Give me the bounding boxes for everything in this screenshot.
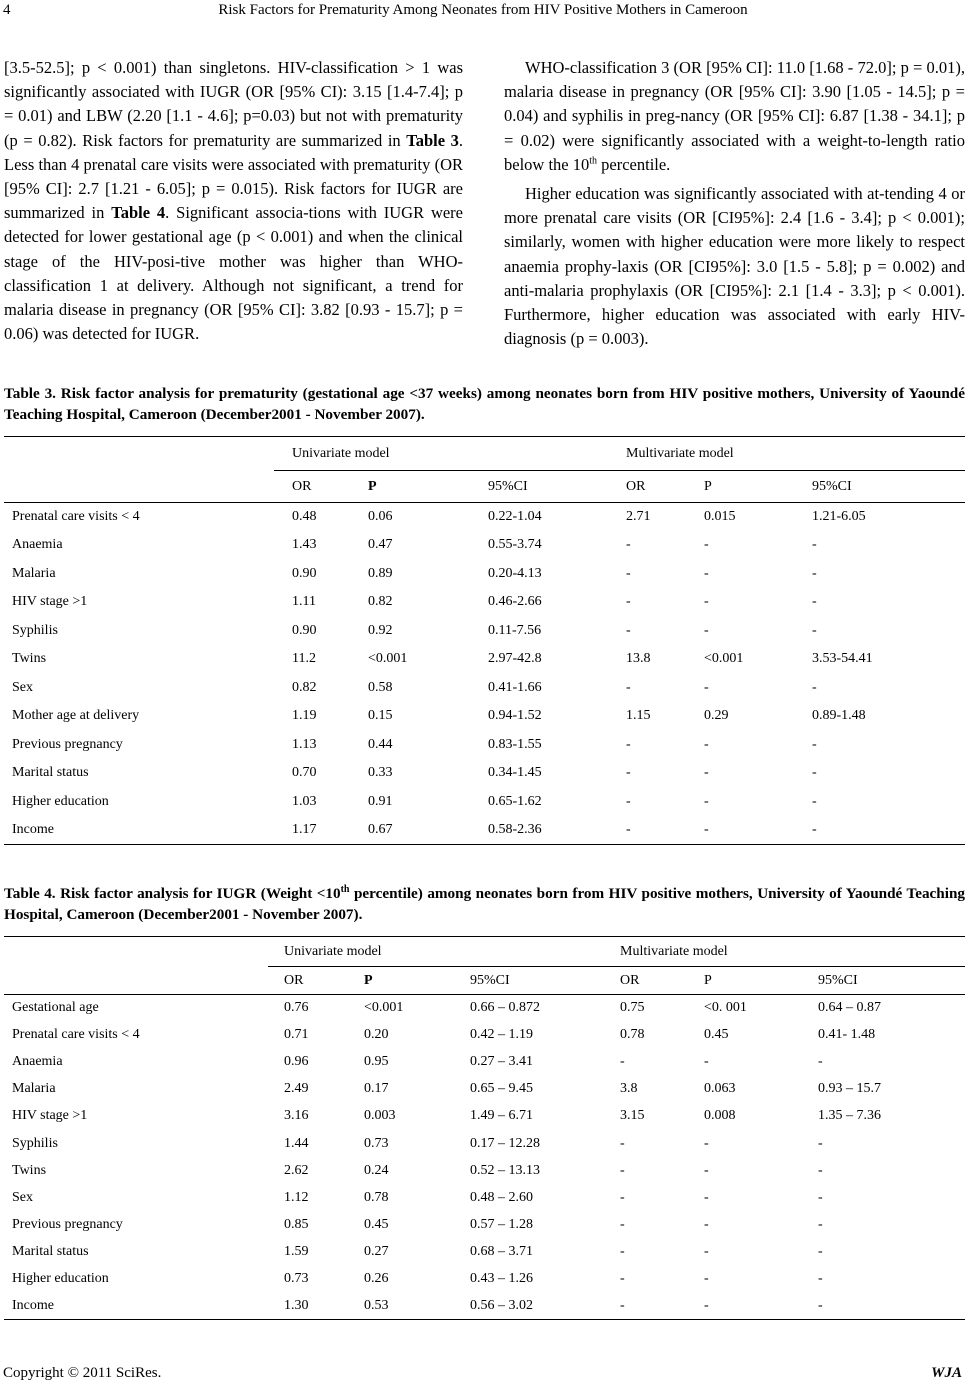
table-cell: 1.15 bbox=[626, 708, 651, 724]
text-run: [3.5-52.5]; p < 0.001) than singletons. HIV-classification > 1 was significantly associated with IUGR (OR [95% CI): 3.15 [1.4-7.4]; p = 0.01) and LBW (2.20 [1.1 - 4.6]; p=0.03) but not with prematurity (p = 0.82). Risk factors for prematurity are summarized in bbox=[4, 58, 463, 150]
table-cell: 0.85 bbox=[284, 1216, 309, 1232]
column-header: 95%CI bbox=[488, 478, 528, 494]
table-cell: 0.20-4.13 bbox=[488, 565, 542, 581]
row-label: Income bbox=[12, 1297, 54, 1313]
table-cell: 1.30 bbox=[284, 1297, 309, 1313]
table-cell: <0.001 bbox=[704, 651, 744, 667]
table-cell: 0.11-7.56 bbox=[488, 622, 542, 638]
table-cell: - bbox=[620, 1243, 625, 1259]
table-cell: 0.75 bbox=[620, 1000, 645, 1016]
table4-body bbox=[4, 995, 965, 1320]
table-cell: - bbox=[704, 765, 709, 781]
column-header: OR bbox=[292, 478, 312, 494]
table-cell: - bbox=[620, 1189, 625, 1205]
table-row bbox=[4, 1049, 965, 1076]
left-column bbox=[4, 56, 463, 346]
univariate-group-label: Univariate model bbox=[268, 937, 604, 967]
table-row bbox=[4, 1157, 965, 1184]
table4-group-header bbox=[4, 937, 965, 967]
table-cell: - bbox=[818, 1135, 823, 1151]
table-cell: - bbox=[704, 537, 709, 553]
table-cell: 13.8 bbox=[626, 651, 651, 667]
row-label: Anaemia bbox=[12, 537, 63, 553]
table-cell: 0.06 bbox=[368, 509, 393, 524]
table-cell: 0.27 – 3.41 bbox=[470, 1054, 533, 1070]
table-cell: 0.89-1.48 bbox=[812, 708, 866, 724]
table-row bbox=[4, 645, 965, 674]
table-cell: 0.70 bbox=[292, 765, 317, 781]
row-label: Previous pregnancy bbox=[12, 1216, 123, 1232]
table-cell: - bbox=[812, 736, 817, 752]
table-cell: 0.52 – 13.13 bbox=[470, 1162, 540, 1178]
table-cell: 0.45 bbox=[704, 1027, 729, 1043]
table-cell: 0.44 bbox=[368, 736, 393, 752]
row-label: Twins bbox=[12, 651, 47, 667]
table-cell: 0.27 bbox=[364, 1243, 389, 1259]
table-row bbox=[4, 588, 965, 617]
table-cell: 0.67 bbox=[368, 822, 393, 837]
table-cell: 0.26 bbox=[364, 1270, 389, 1286]
row-label: HIV stage >1 bbox=[12, 1108, 88, 1124]
table-cell: 1.19 bbox=[292, 708, 317, 724]
table-cell: - bbox=[818, 1162, 823, 1178]
table-cell: - bbox=[704, 1162, 709, 1178]
table-cell: 0.95 bbox=[364, 1054, 389, 1070]
row-label: Higher education bbox=[12, 1270, 109, 1286]
table-cell: 0.73 bbox=[284, 1270, 309, 1286]
table-cell: 0.22-1.04 bbox=[488, 509, 542, 524]
table-cell: 0.71 bbox=[284, 1027, 309, 1043]
row-label: Malaria bbox=[12, 565, 56, 581]
table-cell: - bbox=[812, 565, 817, 581]
table-cell: 2.49 bbox=[284, 1081, 309, 1097]
table-row bbox=[4, 503, 965, 532]
table-row bbox=[4, 674, 965, 703]
table-cell: - bbox=[818, 1243, 823, 1259]
column-header: P bbox=[704, 972, 712, 988]
table-cell: 0.42 – 1.19 bbox=[470, 1027, 533, 1043]
table3-column-header bbox=[4, 471, 965, 503]
table-cell: 0.89 bbox=[368, 565, 393, 581]
row-label: Income bbox=[12, 822, 54, 837]
table-cell: 0.82 bbox=[292, 679, 317, 695]
right-paragraph-1 bbox=[504, 56, 965, 177]
table-cell: - bbox=[812, 537, 817, 553]
table-cell: - bbox=[626, 736, 631, 752]
table-row bbox=[4, 788, 965, 817]
row-label: Malaria bbox=[12, 1081, 56, 1097]
table-cell: 1.03 bbox=[292, 793, 317, 809]
table-cell: - bbox=[620, 1162, 625, 1178]
table-cell: 0.33 bbox=[368, 765, 393, 781]
row-label: Twins bbox=[12, 1162, 47, 1178]
table-cell: 11.2 bbox=[292, 651, 316, 667]
text-run: . Less than 4 prenatal care visits were associated with prematurity (OR [95% CI]: 2.7 [1.21 - 6.05]; p = 0.015). Risk factors for IUGR are summarized in bbox=[4, 130, 464, 223]
univariate-group-label: Univariate model bbox=[274, 437, 608, 471]
left-paragraph-1 bbox=[4, 56, 463, 346]
page-header bbox=[0, 0, 966, 22]
table-cell: - bbox=[620, 1135, 625, 1151]
table-cell: 0.24 bbox=[364, 1162, 389, 1178]
table-cell: 1.11 bbox=[292, 594, 316, 610]
table-cell: 0.66 – 0.872 bbox=[470, 1000, 540, 1016]
row-label: Sex bbox=[12, 1189, 33, 1205]
row-label: Gestational age bbox=[12, 1000, 99, 1016]
table-cell: <0.001 bbox=[368, 651, 408, 667]
page-number: 4 bbox=[3, 2, 11, 18]
column-header: OR bbox=[626, 478, 646, 494]
table-cell: - bbox=[818, 1216, 823, 1232]
text-run: Table 4. Risk factor analysis for IUGR (Weight <10 bbox=[4, 885, 341, 902]
multivariate-group-label: Multivariate model bbox=[604, 937, 965, 967]
table-cell: - bbox=[818, 1297, 823, 1313]
table-row bbox=[4, 1130, 965, 1157]
table-cell: - bbox=[812, 765, 817, 781]
table-cell: 0.46-2.66 bbox=[488, 594, 542, 610]
table-cell: - bbox=[704, 594, 709, 610]
table-cell: 0.41- 1.48 bbox=[818, 1027, 876, 1043]
table-cell: - bbox=[812, 679, 817, 695]
table-cell: - bbox=[704, 565, 709, 581]
table-cell: 0.34-1.45 bbox=[488, 765, 542, 781]
table-row bbox=[4, 1076, 965, 1103]
table-cell: 0.82 bbox=[368, 594, 393, 610]
table-cell: - bbox=[704, 622, 709, 638]
column-header: P bbox=[704, 478, 712, 494]
table-cell: - bbox=[704, 1270, 709, 1286]
table-cell: - bbox=[704, 1297, 709, 1313]
row-label: Mother age at delivery bbox=[12, 708, 140, 724]
table-cell: 0.003 bbox=[364, 1108, 396, 1124]
table-cell: - bbox=[626, 622, 631, 638]
table-cell: 0.47 bbox=[368, 537, 393, 553]
table-cell: 0.53 bbox=[364, 1297, 389, 1313]
table-cell: 3.8 bbox=[620, 1081, 638, 1097]
table-cell: - bbox=[812, 822, 817, 837]
table3-group-header bbox=[4, 437, 965, 471]
table-cell: 0.063 bbox=[704, 1081, 736, 1097]
table-row bbox=[4, 1265, 965, 1292]
table-cell: - bbox=[704, 1216, 709, 1232]
table-cell: - bbox=[704, 736, 709, 752]
table-row bbox=[4, 1238, 965, 1265]
text-run: percentile) among neonates born from HIV positive mothers, University of Yaoundé Teaching Hospital, Cameroon (December2001 - November 2007). bbox=[4, 885, 965, 923]
table-cell: - bbox=[626, 537, 631, 553]
table-cell: 0.17 bbox=[364, 1081, 389, 1097]
table-row bbox=[4, 702, 965, 731]
table-cell: 0.29 bbox=[704, 708, 729, 724]
table-cell: - bbox=[620, 1216, 625, 1232]
table-cell: 0.90 bbox=[292, 565, 317, 581]
table-cell: 0.57 – 1.28 bbox=[470, 1216, 533, 1232]
table-cell: 0.17 – 12.28 bbox=[470, 1135, 540, 1151]
row-label: Previous pregnancy bbox=[12, 736, 123, 752]
row-label: Sex bbox=[12, 679, 33, 695]
table-cell: - bbox=[704, 1135, 709, 1151]
table-cell: 0.41-1.66 bbox=[488, 679, 542, 695]
table-cell: - bbox=[626, 765, 631, 781]
table-row bbox=[4, 1293, 965, 1320]
table-cell: - bbox=[626, 822, 631, 837]
table-cell: 0.68 – 3.71 bbox=[470, 1243, 533, 1259]
text-run: . Significant associa-tions with IUGR were detected for lower gestational age (p < 0.001) and when the clinical stage of the HIV-posi-tive mother was higher than WHO-classification 1 at delivery. Although not significant, a trend for malaria disease in pregnancy (OR [95% CI]: 3.82 [0.93 - 15.7]; p = 0.06) was detected for IUGR. bbox=[4, 203, 464, 344]
row-label: Marital status bbox=[12, 1243, 89, 1259]
table3-caption: Table 3. Risk factor analysis for prematurity (gestational age <37 weeks) among neonates born from HIV positive mothers, University of Yaoundé Teaching Hospital, Cameroon (December2001 - November 2007). bbox=[4, 385, 965, 423]
table-row bbox=[4, 617, 965, 646]
table-cell: 3.15 bbox=[620, 1108, 645, 1124]
table-cell: 2.97-42.8 bbox=[488, 651, 542, 667]
table-cell: 1.12 bbox=[284, 1189, 309, 1205]
column-header: 95%CI bbox=[470, 972, 510, 988]
row-label: Syphilis bbox=[12, 1135, 58, 1151]
table-cell: - bbox=[704, 822, 709, 837]
table-cell: 0.48 bbox=[292, 509, 317, 524]
table-cell: - bbox=[620, 1297, 625, 1313]
table-row bbox=[4, 731, 965, 760]
table-cell: - bbox=[812, 793, 817, 809]
table-cell: 1.59 bbox=[284, 1243, 309, 1259]
table-cell: 3.16 bbox=[284, 1108, 309, 1124]
table-cell: 0.65-1.62 bbox=[488, 793, 542, 809]
running-title: Risk Factors for Prematurity Among Neonates from HIV Positive Mothers in Cameroon bbox=[218, 2, 748, 18]
row-label: HIV stage >1 bbox=[12, 594, 88, 610]
table-cell: 0.58-2.36 bbox=[488, 822, 542, 837]
table-row bbox=[4, 816, 965, 845]
table-cell: 0.58 bbox=[368, 679, 393, 695]
table-cell: 0.20 bbox=[364, 1027, 389, 1043]
table-cell: 3.53-54.41 bbox=[812, 651, 873, 667]
table-cell: <0. 001 bbox=[704, 1000, 747, 1016]
table-cell: - bbox=[818, 1189, 823, 1205]
table-cell: 0.83-1.55 bbox=[488, 736, 542, 752]
table3-reference: Table 3 bbox=[406, 130, 459, 150]
table-row bbox=[4, 560, 965, 589]
table-cell: 0.008 bbox=[704, 1108, 736, 1124]
table-row bbox=[4, 1022, 965, 1049]
row-label: Prenatal care visits < 4 bbox=[12, 509, 140, 524]
right-column bbox=[504, 56, 965, 351]
table4-caption bbox=[4, 883, 965, 925]
table-cell: 0.76 bbox=[284, 1000, 309, 1016]
table-cell: - bbox=[626, 594, 631, 610]
table-row bbox=[4, 1211, 965, 1238]
table-cell: - bbox=[704, 1243, 709, 1259]
column-header: OR bbox=[284, 972, 304, 988]
multivariate-group-label: Multivariate model bbox=[608, 437, 965, 471]
column-header: P bbox=[368, 478, 377, 494]
superscript: th bbox=[340, 883, 350, 895]
table-cell: - bbox=[818, 1054, 823, 1070]
column-header: OR bbox=[620, 972, 640, 988]
table-row bbox=[4, 1103, 965, 1130]
table-cell: 0.90 bbox=[292, 622, 317, 638]
table-cell: 0.56 – 3.02 bbox=[470, 1297, 533, 1313]
table-cell: 0.78 bbox=[620, 1027, 645, 1043]
table-cell: 0.65 – 9.45 bbox=[470, 1081, 533, 1097]
table4 bbox=[4, 936, 965, 1320]
table-cell: - bbox=[704, 793, 709, 809]
table-cell: - bbox=[626, 793, 631, 809]
table-cell: 1.35 – 7.36 bbox=[818, 1108, 881, 1124]
table-cell: 0.91 bbox=[368, 793, 393, 809]
table-row bbox=[4, 759, 965, 788]
table-cell: 0.73 bbox=[364, 1135, 389, 1151]
table4-reference: Table 4 bbox=[111, 203, 166, 223]
table-cell: 0.96 bbox=[284, 1054, 309, 1070]
superscript: th bbox=[589, 155, 598, 167]
table-cell: - bbox=[626, 679, 631, 695]
table-cell: 2.71 bbox=[626, 509, 651, 524]
table-cell: <0.001 bbox=[364, 1000, 404, 1016]
copyright-text: Copyright © 2011 SciRes. bbox=[3, 1365, 162, 1381]
table-cell: - bbox=[620, 1054, 625, 1070]
table-cell: - bbox=[812, 622, 817, 638]
table-cell: 0.45 bbox=[364, 1216, 389, 1232]
right-paragraph-2: Higher education was significantly associated with at-tending 4 or more prenatal care visits (OR [CI95%]: 2.4 [1.6 - 3.4]; p < 0.001); similarly, women with higher education were more likely to respect anaemia prophy-laxis (OR [CI95%]: 3.0 [1.5 - 5.8]; p = 0.002) and anti-malaria prophylaxis (OR [CI95%]: 2.1 [1.4 - 3.3]; p < 0.001). Furthermore, higher education was associated with early HIV-diagnosis (p = 0.003). bbox=[504, 184, 965, 349]
table-row bbox=[4, 1184, 965, 1211]
table-cell: 0.015 bbox=[704, 509, 736, 524]
column-header: P bbox=[364, 972, 373, 988]
row-label: Prenatal care visits < 4 bbox=[12, 1027, 140, 1043]
text-run: WHO-classification 3 (OR [95% CI]: 11.0 [1.68 - 72.0]; p = 0.01), malaria disease in pregnancy (OR [95% CI]: 3.90 [1.05 - 14.5]; p = 0.04) and syphilis in preg-nancy (OR [95% CI]: 6.87 [1.38 - 34.1]; p = 0.02) were significantly associated with a weight-to-length ratio below the 10 bbox=[504, 58, 965, 174]
row-label: Marital status bbox=[12, 765, 89, 781]
table-cell: 0.48 – 2.60 bbox=[470, 1189, 533, 1205]
table-cell: 0.55-3.74 bbox=[488, 537, 542, 553]
table-cell: 0.93 – 15.7 bbox=[818, 1081, 881, 1097]
table-row bbox=[4, 995, 965, 1022]
column-header: 95%CI bbox=[812, 478, 852, 494]
table-cell: 1.17 bbox=[292, 822, 317, 837]
table3-body bbox=[4, 503, 965, 845]
table-cell: - bbox=[704, 679, 709, 695]
table-cell: 1.43 bbox=[292, 537, 317, 553]
row-label: Anaemia bbox=[12, 1054, 63, 1070]
table-cell: 0.94-1.52 bbox=[488, 708, 542, 724]
table-cell: 1.44 bbox=[284, 1135, 309, 1151]
column-header: 95%CI bbox=[818, 972, 858, 988]
table4-column-header bbox=[4, 967, 965, 995]
table-cell: - bbox=[704, 1054, 709, 1070]
table-cell: 0.43 – 1.26 bbox=[470, 1270, 533, 1286]
table-cell: 0.15 bbox=[368, 708, 393, 724]
table-cell: 0.78 bbox=[364, 1189, 389, 1205]
table-cell: - bbox=[626, 565, 631, 581]
table-row bbox=[4, 531, 965, 560]
table-cell: 0.64 – 0.87 bbox=[818, 1000, 881, 1016]
table-cell: - bbox=[704, 1189, 709, 1205]
table-cell: 1.21-6.05 bbox=[812, 509, 866, 524]
row-label: Higher education bbox=[12, 793, 109, 809]
table-cell: - bbox=[818, 1270, 823, 1286]
table-cell: - bbox=[812, 594, 817, 610]
table-cell: 0.92 bbox=[368, 622, 393, 638]
journal-abbreviation: WJA bbox=[931, 1365, 962, 1381]
text-run: percentile. bbox=[597, 154, 671, 174]
row-label: Syphilis bbox=[12, 622, 58, 638]
table-cell: - bbox=[620, 1270, 625, 1286]
table-cell: 2.62 bbox=[284, 1162, 309, 1178]
table-cell: 1.13 bbox=[292, 736, 317, 752]
table3 bbox=[4, 436, 965, 845]
table-cell: 1.49 – 6.71 bbox=[470, 1108, 533, 1124]
